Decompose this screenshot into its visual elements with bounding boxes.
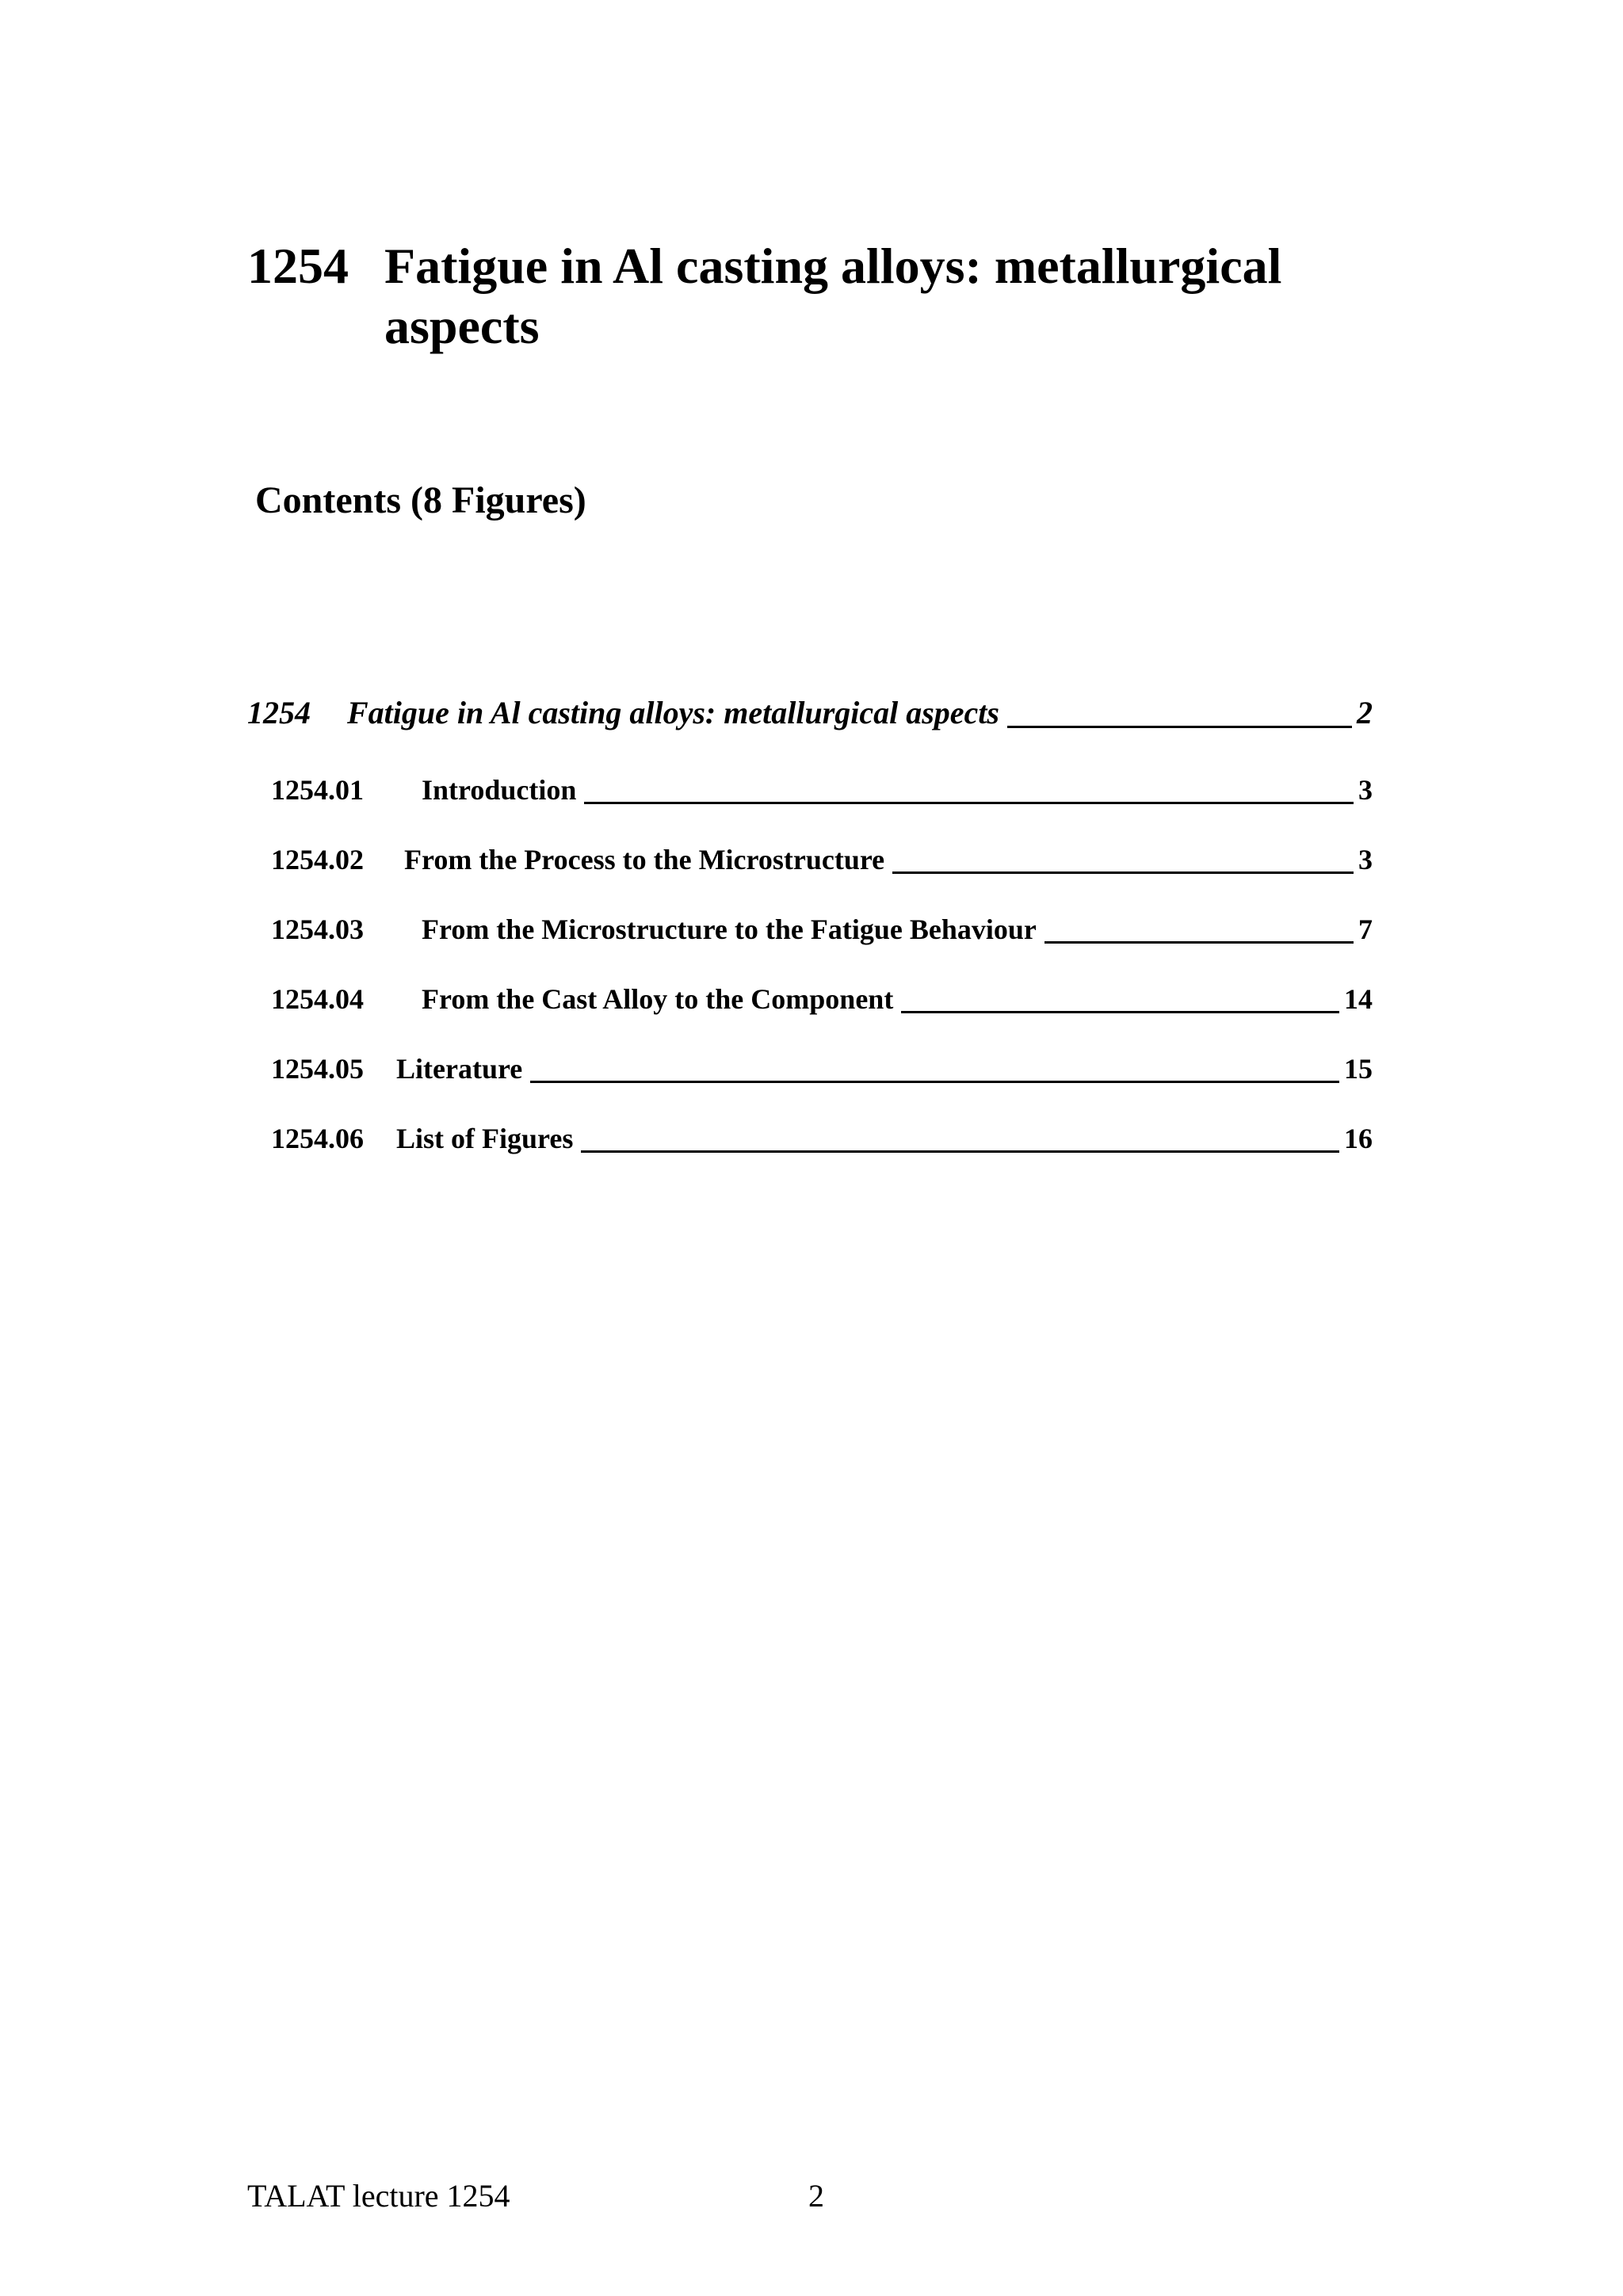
toc-entry-number: 1254.02 xyxy=(271,844,364,875)
title-text: Fatigue in Al casting alloys: metallurgical aspects xyxy=(384,238,1282,354)
toc-entry-literature[interactable] xyxy=(271,1052,1373,1085)
toc-leader-line xyxy=(892,871,1354,874)
toc-leader-line xyxy=(584,802,1354,804)
title-number: 1254 xyxy=(247,238,349,294)
toc-entry-number: 1254.03 xyxy=(271,913,364,945)
toc-entry-page: 16 xyxy=(1344,1123,1373,1154)
toc-entry-page: 14 xyxy=(1344,983,1373,1015)
toc-entry-title: Literature xyxy=(396,1053,523,1085)
toc-entry-number: 1254.06 xyxy=(271,1123,364,1154)
toc-entry-number: 1254.01 xyxy=(271,774,364,806)
toc-entry-title: From the Microstructure to the Fatigue Behaviour xyxy=(422,913,1037,945)
toc-entry-number: 1254.05 xyxy=(271,1053,364,1085)
toc-entry-page: 7 xyxy=(1358,913,1373,945)
contents-heading: Contents (8 Figures) xyxy=(255,479,586,521)
toc-entry-list-of-figures[interactable] xyxy=(271,1122,1373,1155)
toc-entry-cast-alloy-component[interactable] xyxy=(271,982,1373,1016)
toc-leader-line xyxy=(1044,941,1354,944)
toc-entry-page: 3 xyxy=(1358,774,1373,806)
toc-leader-line xyxy=(1007,726,1352,728)
toc-entry-number: 1254.04 xyxy=(271,983,364,1015)
toc-entry-page: 15 xyxy=(1344,1053,1373,1085)
toc-leader-line xyxy=(530,1081,1339,1083)
toc-entry-number: 1254 xyxy=(247,695,311,730)
toc-entry-title: List of Figures xyxy=(396,1123,574,1154)
toc-entry-title: From the Process to the Microstructure xyxy=(404,844,885,875)
toc-leader-line xyxy=(901,1011,1339,1013)
footer-page-number: 2 xyxy=(808,2178,824,2214)
footer-lecture: TALAT lecture 1254 xyxy=(247,2178,510,2214)
toc-entry-introduction[interactable] xyxy=(271,773,1373,807)
toc-entry-title: Introduction xyxy=(422,774,577,806)
toc-entry-page: 3 xyxy=(1358,844,1373,875)
toc-leader-line xyxy=(581,1150,1339,1153)
toc-entry-process-microstructure[interactable] xyxy=(271,843,1373,876)
toc-entry-page: 2 xyxy=(1357,695,1373,730)
toc-entry-title: From the Cast Alloy to the Component xyxy=(422,983,894,1015)
toc-entry-microstructure-fatigue[interactable] xyxy=(271,913,1373,946)
toc-entry-title: Fatigue in Al casting alloys: metallurgical aspects xyxy=(347,695,999,730)
toc-entry-main[interactable] xyxy=(247,694,1373,731)
